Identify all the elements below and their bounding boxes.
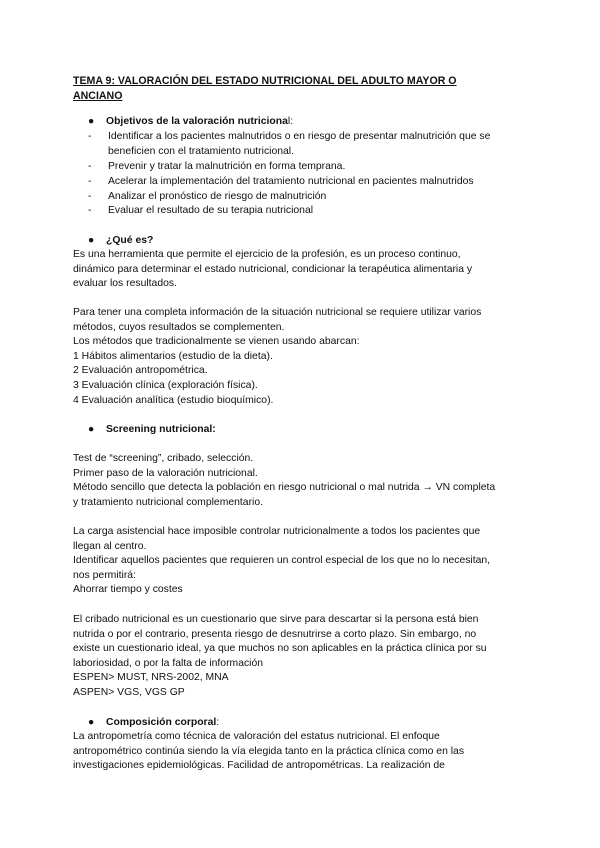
- text-line: llegan al centro.: [73, 540, 147, 552]
- text-line: La carga asistencial hace imposible controlar nutricionalmente a todos los pacientes que: [73, 526, 481, 537]
- title-line-2: ANCIANO: [73, 90, 123, 102]
- dash-icon: -: [88, 176, 92, 187]
- text-line: Ahorrar tiempo y costes: [73, 584, 183, 596]
- section-heading-composicion: [88, 716, 219, 730]
- list-item: [88, 175, 518, 190]
- text-line: 2 Evaluación antropométrica.: [73, 365, 208, 377]
- bullet-icon: ●: [88, 424, 95, 435]
- text-line: nos permitirá:: [73, 569, 136, 581]
- dash-icon: -: [88, 205, 92, 216]
- text-line: Identificar aquellos pacientes que requieren un control especial de los que no lo necesitan,: [73, 555, 491, 567]
- text-line: Para tener una completa información de la situación nutricional se requiere utilizar varios: [73, 307, 482, 318]
- paragraph: [73, 525, 528, 598]
- text-line: Test de “screening”, cribado, selección.: [73, 453, 254, 464]
- text-line: y tratamiento nutricional complementario.: [73, 496, 264, 508]
- text-line: 4 Evaluación analítica (estudio bioquímico).: [73, 394, 274, 406]
- paragraph: [73, 613, 528, 701]
- dash-icon: -: [88, 161, 92, 172]
- dash-icon: -: [88, 131, 92, 142]
- heading-text: Composición corporal: [106, 717, 217, 728]
- text-line: La antropometría como técnica de valoración del estatus nutricional. El enfoque: [73, 731, 440, 742]
- list-item: [88, 190, 518, 205]
- text-line: El cribado nutricional es un cuestionario que sirve para descartar si la persona está bien: [73, 614, 479, 625]
- heading-tail: l:: [287, 116, 294, 127]
- text-line: antropométrico continúa siendo la vía elegida tanto en la práctica clínica como en las: [73, 745, 465, 757]
- heading-text: ¿Qué es?: [106, 235, 154, 246]
- paragraph: [73, 730, 528, 774]
- text-line: dinámico para determinar el estado nutricional, condicionar la terapéutica alimentaria y: [73, 263, 473, 275]
- heading-text: Screening nutricional:: [106, 424, 216, 435]
- section-heading-objetivos: [88, 115, 293, 129]
- section-heading-screening: [88, 423, 216, 437]
- bullet-icon: ●: [88, 116, 95, 127]
- list-item-text: Identificar a los pacientes malnutridos o en riesgo de presentar malnutrición que se: [108, 131, 491, 142]
- bullet-icon: ●: [88, 717, 95, 728]
- title-line-1: TEMA 9: VALORACIÓN DEL ESTADO NUTRICIONAL DEL ADULTO MAYOR O: [73, 75, 457, 87]
- text-line: 1 Hábitos alimentarios (estudio de la dieta).: [73, 350, 273, 362]
- text-line: Método sencillo que detecta la población en riesgo nutricional o mal nutrida → VN completa: [73, 482, 496, 494]
- text-line: Es una herramienta que permite el ejercicio de la profesión, es un proceso continuo,: [73, 249, 461, 260]
- list-item: [88, 130, 518, 159]
- paragraph: [73, 248, 528, 292]
- text-line: evaluar los resultados.: [73, 278, 177, 290]
- document-title: [73, 74, 513, 104]
- list-item-text: Acelerar la implementación del tratamiento nutricional en pacientes malnutridos: [108, 176, 474, 187]
- list-item-text: Analizar el pronóstico de riesgo de malnutrición: [108, 191, 327, 202]
- bullet-icon: ●: [88, 235, 95, 246]
- text-line: Los métodos que tradicionalmente se vienen usando abarcan:: [73, 336, 360, 348]
- text-line: 3 Evaluación clínica (exploración física).: [73, 379, 258, 391]
- text-line: ASPEN> VGS, VGS GP: [73, 686, 185, 698]
- text-line: investigaciones epidemiológicas. Facilidad de antropométricas. La realización de: [73, 760, 445, 772]
- text-line: ESPEN> MUST, NRS-2002, MNA: [73, 672, 229, 684]
- paragraph: [73, 452, 528, 510]
- heading-text: Objetivos de la valoración nutriciona: [106, 116, 288, 127]
- text-line: métodos, cuyos resultados se complementen.: [73, 321, 285, 333]
- list-item-text: beneficien con el tratamiento nutricional.: [108, 145, 294, 157]
- paragraph: [73, 306, 528, 408]
- list-item-text: Evaluar el resultado de su terapia nutricional: [108, 205, 314, 216]
- dash-icon: -: [88, 191, 92, 202]
- list-item: [88, 160, 518, 175]
- list-item: [88, 204, 518, 219]
- list-item-text: Prevenir y tratar la malnutrición en forma temprana.: [108, 161, 346, 172]
- heading-tail: :: [216, 717, 220, 728]
- text-line: existe un cuestionario ideal, ya que muchos no son aplicables en la práctica clínica por su: [73, 643, 487, 655]
- text-line: laboriosidad, o por la falta de información: [73, 657, 264, 669]
- text-line: Primer paso de la valoración nutricional.: [73, 467, 258, 479]
- section-heading-que-es: [88, 234, 153, 248]
- text-line: nutrida o por el contrario, presenta riesgo de desnutrirse a corto plazo. Sin embargo, no: [73, 628, 477, 640]
